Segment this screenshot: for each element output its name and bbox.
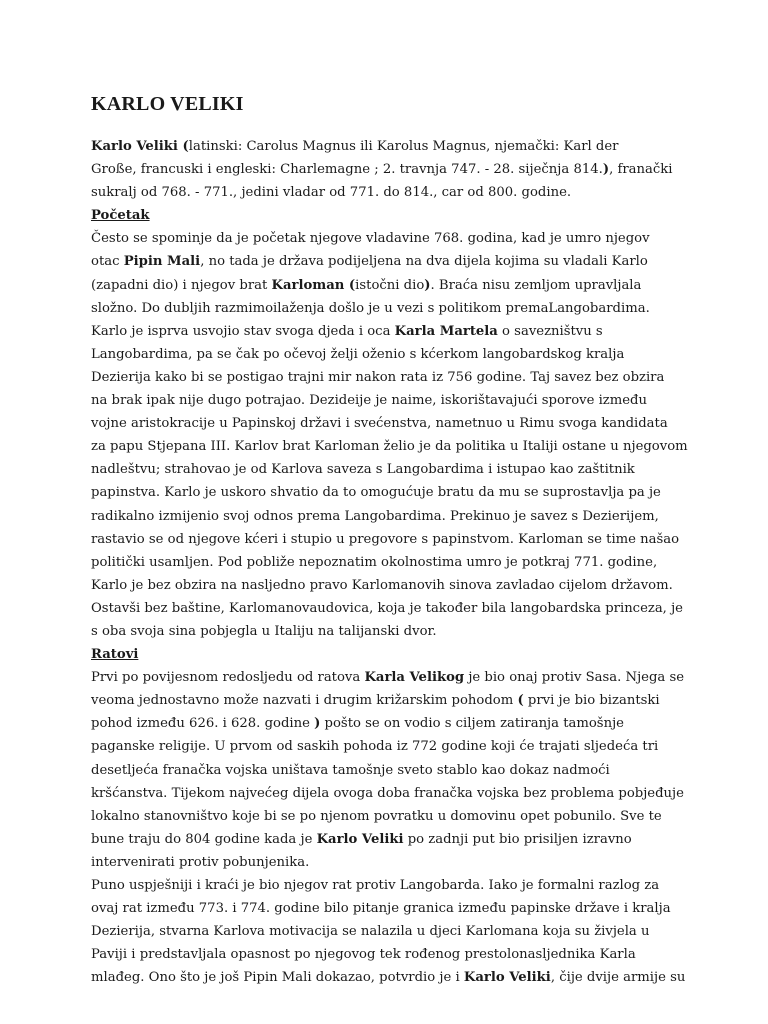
text-line — [91, 759, 681, 782]
text-line — [91, 158, 681, 181]
text-line — [91, 343, 681, 366]
text-line — [91, 274, 681, 297]
text-line — [91, 505, 681, 528]
bold-text: ) — [602, 162, 610, 178]
text-segment: Karlo je isprva usvojio stav svoga djeda i oca — [91, 323, 395, 339]
text-segment: politički usamljen. Pod pobliže nepoznatim okolnostima umro je potkraj 771. godine, — [91, 554, 658, 570]
text-segment: , čije dvije armije su — [550, 970, 686, 986]
text-line — [91, 458, 681, 481]
text-line — [91, 874, 681, 897]
text-segment: s oba svoja sina pobjegla u Italiju na talijanski dvor. — [91, 623, 437, 639]
text-segment: Prvi po povijesnom redosljedu od ratova — [91, 670, 365, 686]
text-segment: , no tada je država podijeljena na dva dijela kojima su vladali Karlo — [200, 254, 648, 270]
text-segment: Paviji i predstavljala opasnost po njegovog tek rođenog prestolonasljednika Karla — [91, 947, 636, 963]
bold-text: Karla Martela — [394, 323, 498, 339]
text-line — [91, 435, 688, 458]
text-segment: rastavio se od njegove kćeri i stupio u pregovore s papinstvom. Karloman se time našao — [91, 531, 680, 547]
text-line — [91, 897, 681, 920]
text-segment: veoma jednostavno može nazvati i drugim križarskim pohodom — [91, 693, 518, 709]
text-segment: o savezništvu s — [497, 323, 603, 339]
bold-text: ) — [314, 716, 321, 732]
text-segment: radikalno izmijenio svoj odnos prema Langobardima. Prekinuo je savez s Dezierijem, — [91, 508, 659, 524]
text-line — [91, 943, 681, 966]
text-segment: otac — [91, 254, 124, 270]
text-line — [91, 135, 681, 158]
text-segment: Često se spominje da je početak njegove vladavine 768. godina, kad je umro njegov — [91, 231, 650, 247]
text-line — [91, 366, 681, 389]
text-segment: kršćanstva. Tijekom najvećeg dijela ovoga doba franačka vojska bez problema pobjeđuje — [91, 785, 684, 801]
text-line — [91, 620, 681, 643]
text-segment: Ratovi — [91, 647, 139, 663]
text-line — [91, 851, 681, 874]
text-line — [91, 181, 681, 204]
bold-text: Karla Velikog — [364, 670, 465, 686]
text-line — [91, 782, 684, 805]
text-line — [91, 597, 681, 620]
text-segment: ( — [91, 277, 97, 293]
text-line — [91, 412, 681, 435]
text-segment: , franački — [609, 162, 673, 178]
text-segment: za papu Stjepana III. Karlov brat Karloman želio je da politika u Italiji ostane u njegovom — [91, 439, 688, 455]
text-segment: po zadnji put bio prisiljen izravno — [403, 831, 632, 847]
text-segment: Ostavši bez baštine, Karlomanovaudovica, koja je također bila langobardska princeza, je — [91, 600, 683, 616]
text-segment: latinski: Carolus Magnus ili Karolus Magnus, njemački: Karl der — [188, 139, 619, 154]
text-line — [91, 966, 686, 989]
text-line — [91, 828, 681, 851]
section-heading — [91, 643, 681, 666]
bold-text: Karloman ( — [271, 277, 356, 293]
text-segment: je bio onaj protiv Sasa. Njega se — [464, 670, 685, 686]
text-line — [91, 666, 685, 689]
text-segment: na brak ipak nije dugo potrajao. Dezideije je naime, iskorištavajući sporove između — [91, 393, 647, 409]
text-line — [91, 320, 681, 343]
text-segment: istočni dio — [355, 277, 425, 293]
text-segment: Langobardima, pa se čak po očevoj želji oženio s kćerkom langobardskog kralja — [91, 346, 625, 362]
text-segment: paganske religije. U prvom od saskih pohoda iz 772 godine koji će trajati sljedeća tri — [91, 739, 659, 755]
bold-text: ( — [517, 693, 524, 709]
bold-text: Karlo Veliki ( — [91, 139, 189, 154]
text-line — [91, 528, 681, 551]
text-line — [91, 481, 681, 504]
text-segment: desetljeća franačka vojska uništava tamošnje sveto stablo kao dokaz nadmoći — [91, 762, 610, 778]
text-segment: sukralj od 768. - 771., jedini vladar od 771. do 814., car od 800. godine. — [91, 185, 572, 201]
text-line — [91, 551, 681, 574]
bold-text: Karlo Veliki — [316, 831, 404, 847]
text-line — [91, 389, 681, 412]
text-line — [91, 735, 681, 758]
text-segment: lokalno stanovništvo koje bi se po njenom povratku u domovinu opet pobunilo. Sve te — [91, 808, 662, 824]
text-segment: papinstva. Karlo je uskoro shvatio da to omogućuje bratu da mu se suprostavlja pa je — [91, 485, 661, 501]
text-segment: Karlo je bez obzira na nasljedno pravo Karlomanovih sinova zavladao cijelom državom. — [91, 577, 673, 593]
text-line — [91, 574, 681, 597]
document-title: KARLO VELIKI — [91, 93, 244, 115]
text-segment: vojne aristokracije u Papinskoj državi i svećenstva, nametnuo u Rimu svoga kandidata — [91, 416, 668, 432]
text-line — [91, 712, 681, 735]
text-segment: . Braća nisu zemljom upravljala — [430, 277, 642, 293]
text-segment: složno. Do dubljih razmimoilaženja došlo je u vezi s politikom premaLangobardima. — [91, 300, 650, 316]
text-line — [91, 689, 681, 712]
bold-text: Pipin Mali — [123, 254, 201, 270]
text-segment: Početak — [91, 208, 150, 224]
bold-text: ) — [424, 277, 431, 293]
text-line — [91, 920, 681, 943]
section-heading — [91, 204, 681, 227]
bold-text: Karlo Veliki — [463, 970, 551, 986]
text-segment: Dezierija kako bi se postigao trajni mir nakon rata iz 756 godine. Taj savez bez obzira — [91, 369, 665, 385]
text-line — [91, 250, 681, 273]
text-segment: Große, francuski i engleski: Charlemagne ; 2. travnja 747. - 28. siječnja 814. — [91, 162, 603, 178]
text-segment: Dezierija, stvarna Karlova motivacija se nalazila u djeci Karlomana koja su živjela u — [91, 924, 650, 940]
text-segment: ovaj rat između 773. i 774. godine bilo pitanje granica između papinske države i kralja — [91, 901, 671, 917]
text-segment: pohod između 626. i 628. godine — [91, 716, 315, 732]
text-segment: prvi je bio bizantski — [523, 693, 660, 709]
text-segment: zapadni dio) i njegov brat — [96, 277, 272, 293]
text-line — [91, 297, 681, 320]
text-segment: mlađeg. Ono što je još Pipin Mali dokazao, potvrdio je i — [91, 970, 464, 986]
text-line — [91, 805, 681, 828]
text-segment: bune traju do 804 godine kada je — [91, 831, 317, 847]
document-body — [91, 135, 688, 989]
text-segment: Puno uspješniji i kraći je bio njegov rat protiv Langobarda. Iako je formalni razlog za — [91, 878, 660, 893]
text-segment: pošto se on vodio s ciljem zatiranja tamošnje — [320, 716, 624, 732]
text-line — [91, 227, 681, 250]
text-segment: intervenirati protiv pobunjenika. — [91, 854, 310, 870]
text-segment: nadleštvu; strahovao je od Karlova saveza s Langobardima i istupao kao zaštitnik — [91, 462, 635, 478]
